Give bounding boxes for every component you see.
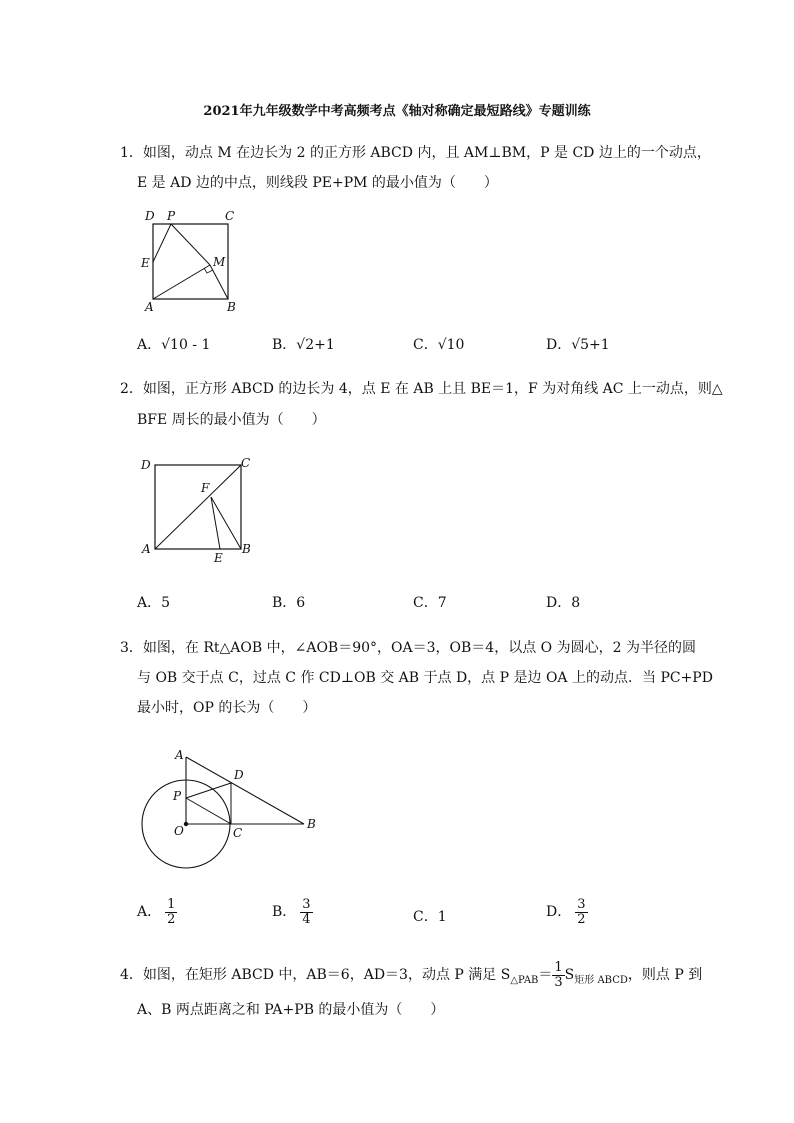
q1-label-M: M: [213, 255, 226, 269]
q2-label-A: A: [142, 542, 151, 556]
q3-option-c: C．1: [413, 909, 447, 925]
q3-option-a: A． $\frac{1}{2}$: [137, 897, 176, 927]
q2-label-F: F: [201, 481, 210, 495]
q3-label-O: O: [174, 824, 184, 838]
q1-label-C: C: [225, 209, 235, 223]
q1-label-B: B: [227, 300, 236, 314]
q1-stem-line1: 1．如图，动点 M 在边长为 2 的正方形 ABCD 内，且 AM⊥BM，P 是 CD 边上的一个动点，: [120, 145, 711, 161]
q3-stem-line3: 最小时，OP 的长为（ ）: [137, 700, 317, 716]
q3-option-d: D． $\frac{3}{2}$: [546, 897, 586, 927]
q2-option-d: D．8: [546, 595, 581, 611]
q1-label-A: A: [145, 300, 154, 314]
q1-option-b: B．√2+1: [272, 337, 335, 353]
q2-label-C: C: [241, 456, 251, 470]
q3-stem-line1: 3．如图，在 Rt△AOB 中，∠AOB＝90°，OA＝3，OB＝4，以点 O 为圆心，2 为半径的圆: [120, 640, 696, 656]
q1-option-c: C．√10: [413, 337, 465, 353]
q3-label-A: A: [175, 748, 184, 762]
page-title: 2021年九年级数学中考高频考点《轴对称确定最短路线》专题训练: [203, 104, 591, 119]
q2-option-a: A．5: [137, 595, 171, 611]
q3-label-C: C: [233, 826, 243, 840]
q4-stem-line1: 4．如图，在矩形 ABCD 中，AB＝6，AD＝3，动点 P 满足 $S_{\triangle PAB}=$ $\frac{1}{3}$ $S_{矩形 ABCD}$，则点 P 到: [120, 960, 703, 990]
q2-label-D: D: [141, 458, 151, 472]
q1-label-D: D: [145, 209, 155, 223]
q1-label-E: E: [141, 256, 150, 270]
q1-label-P: P: [167, 209, 176, 223]
q3-figure: [138, 740, 328, 870]
q2-label-B: B: [242, 542, 251, 556]
q2-figure: [138, 452, 258, 567]
q3-label-B: B: [307, 817, 316, 831]
q2-option-c: C．7: [413, 595, 447, 611]
q1-option-d: D．√5+1: [546, 337, 610, 353]
q1-stem-line2: E 是 AD 边的中点，则线段 PE+PM 的最小值为（ ）: [137, 175, 498, 191]
q3-label-P: P: [173, 789, 182, 803]
q4-stem-line2: A、B 两点距离之和 PA+PB 的最小值为（ ）: [137, 1002, 445, 1018]
q2-stem-line1: 2．如图，正方形 ABCD 的边长为 4，点 E 在 AB 上且 BE＝1，F 为对角线 AC 上一动点，则△: [120, 381, 723, 397]
q2-label-E: E: [214, 551, 223, 565]
q3-label-D: D: [234, 768, 244, 782]
q2-option-b: B．6: [272, 595, 306, 611]
q2-stem-line2: BFE 周长的最小值为（ ）: [137, 412, 326, 428]
q3-option-b: B． $\frac{3}{4}$: [272, 897, 311, 927]
q3-stem-line2: 与 OB 交于点 C，过点 C 作 CD⊥OB 交 AB 于点 D，点 P 是边 OA 上的动点．当 PC+PD: [137, 670, 713, 686]
q1-figure: [135, 205, 245, 315]
q1-option-a: A．√10 - 1: [137, 337, 211, 353]
